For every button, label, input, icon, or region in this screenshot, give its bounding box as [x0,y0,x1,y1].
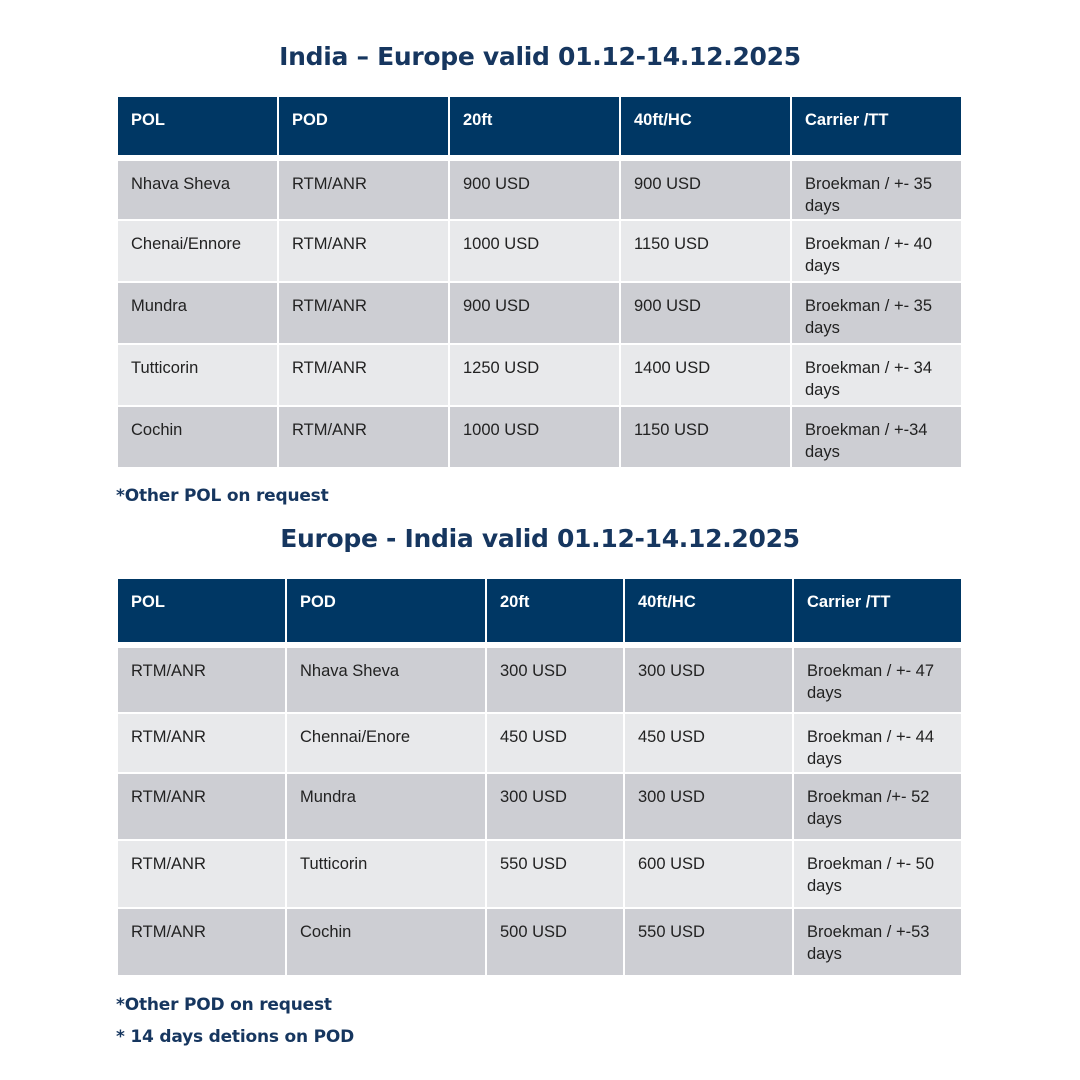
europe-india-title: Europe - India valid 01.12-14.12.2025 [280,524,800,553]
cell-20ft: 1000 USD [449,406,620,468]
header-20ft: 20ft [486,578,624,645]
cell-20ft: 900 USD [449,158,620,220]
header-pod: POD [286,578,486,645]
cell-40ft-hc: 450 USD [624,713,793,773]
table-row [117,713,962,773]
header-carrier-tt: Carrier /TT [791,96,962,158]
cell-pod: Chennai/Enore [286,713,486,773]
header-pol: POL [117,96,278,158]
cell-20ft: 300 USD [486,773,624,840]
cell-pol: Cochin [117,406,278,468]
cell-carrier-tt: Broekman /+- 52 days [793,773,962,840]
cell-40ft-hc: 900 USD [620,158,791,220]
cell-40ft-hc: 300 USD [624,773,793,840]
cell-40ft-hc: 900 USD [620,282,791,344]
cell-pod: RTM/ANR [278,406,449,468]
cell-pod: RTM/ANR [278,282,449,344]
header-40ft-hc: 40ft/HC [620,96,791,158]
cell-20ft: 450 USD [486,713,624,773]
table-row [117,158,962,220]
cell-carrier-tt: Broekman / +- 44 days [793,713,962,773]
cell-40ft-hc: 1150 USD [620,406,791,468]
cell-20ft: 300 USD [486,645,624,713]
cell-20ft: 500 USD [486,908,624,976]
header-40ft-hc: 40ft/HC [624,578,793,645]
cell-carrier-tt: Broekman / +- 35 days [791,158,962,220]
table-row [117,908,962,976]
cell-pol: RTM/ANR [117,645,286,713]
cell-pol: RTM/ANR [117,908,286,976]
table-row [117,282,962,344]
cell-pol: RTM/ANR [117,840,286,908]
cell-pod: RTM/ANR [278,344,449,406]
other-pol-note: *Other POL on request [116,486,329,506]
table-row [117,773,962,840]
cell-pol: RTM/ANR [117,713,286,773]
europe-india-rates-table [116,577,963,977]
header-carrier-tt: Carrier /TT [793,578,962,645]
cell-carrier-tt: Broekman / +-53 days [793,908,962,976]
cell-carrier-tt: Broekman / +- 34 days [791,344,962,406]
cell-pol: Chenai/Ennore [117,220,278,282]
cell-pod: RTM/ANR [278,158,449,220]
cell-pod: Tutticorin [286,840,486,908]
cell-carrier-tt: Broekman / +- 47 days [793,645,962,713]
table-row [117,406,962,468]
table-row [117,344,962,406]
cell-40ft-hc: 550 USD [624,908,793,976]
table-header-row [117,578,962,645]
cell-20ft: 550 USD [486,840,624,908]
cell-carrier-tt: Broekman / +- 40 days [791,220,962,282]
cell-pod: Nhava Sheva [286,645,486,713]
cell-40ft-hc: 600 USD [624,840,793,908]
cell-pol: RTM/ANR [117,773,286,840]
india-europe-title: India – Europe valid 01.12-14.12.2025 [279,42,801,71]
cell-pod: RTM/ANR [278,220,449,282]
cell-40ft-hc: 1400 USD [620,344,791,406]
header-pod: POD [278,96,449,158]
cell-pod: Cochin [286,908,486,976]
cell-20ft: 900 USD [449,282,620,344]
cell-20ft: 1000 USD [449,220,620,282]
cell-carrier-tt: Broekman / +- 50 days [793,840,962,908]
header-pol: POL [117,578,286,645]
cell-40ft-hc: 1150 USD [620,220,791,282]
india-europe-rates-table [116,95,963,469]
cell-pol: Nhava Sheva [117,158,278,220]
cell-40ft-hc: 300 USD [624,645,793,713]
header-20ft: 20ft [449,96,620,158]
other-pod-note: *Other POD on request [116,995,332,1015]
cell-pol: Mundra [117,282,278,344]
cell-pol: Tutticorin [117,344,278,406]
table-row [117,220,962,282]
table-row [117,645,962,713]
table-header-row [117,96,962,158]
cell-carrier-tt: Broekman / +-34 days [791,406,962,468]
cell-carrier-tt: Broekman / +- 35 days [791,282,962,344]
table-row [117,840,962,908]
cell-20ft: 1250 USD [449,344,620,406]
detention-note: * 14 days detions on POD [116,1027,355,1047]
cell-pod: Mundra [286,773,486,840]
